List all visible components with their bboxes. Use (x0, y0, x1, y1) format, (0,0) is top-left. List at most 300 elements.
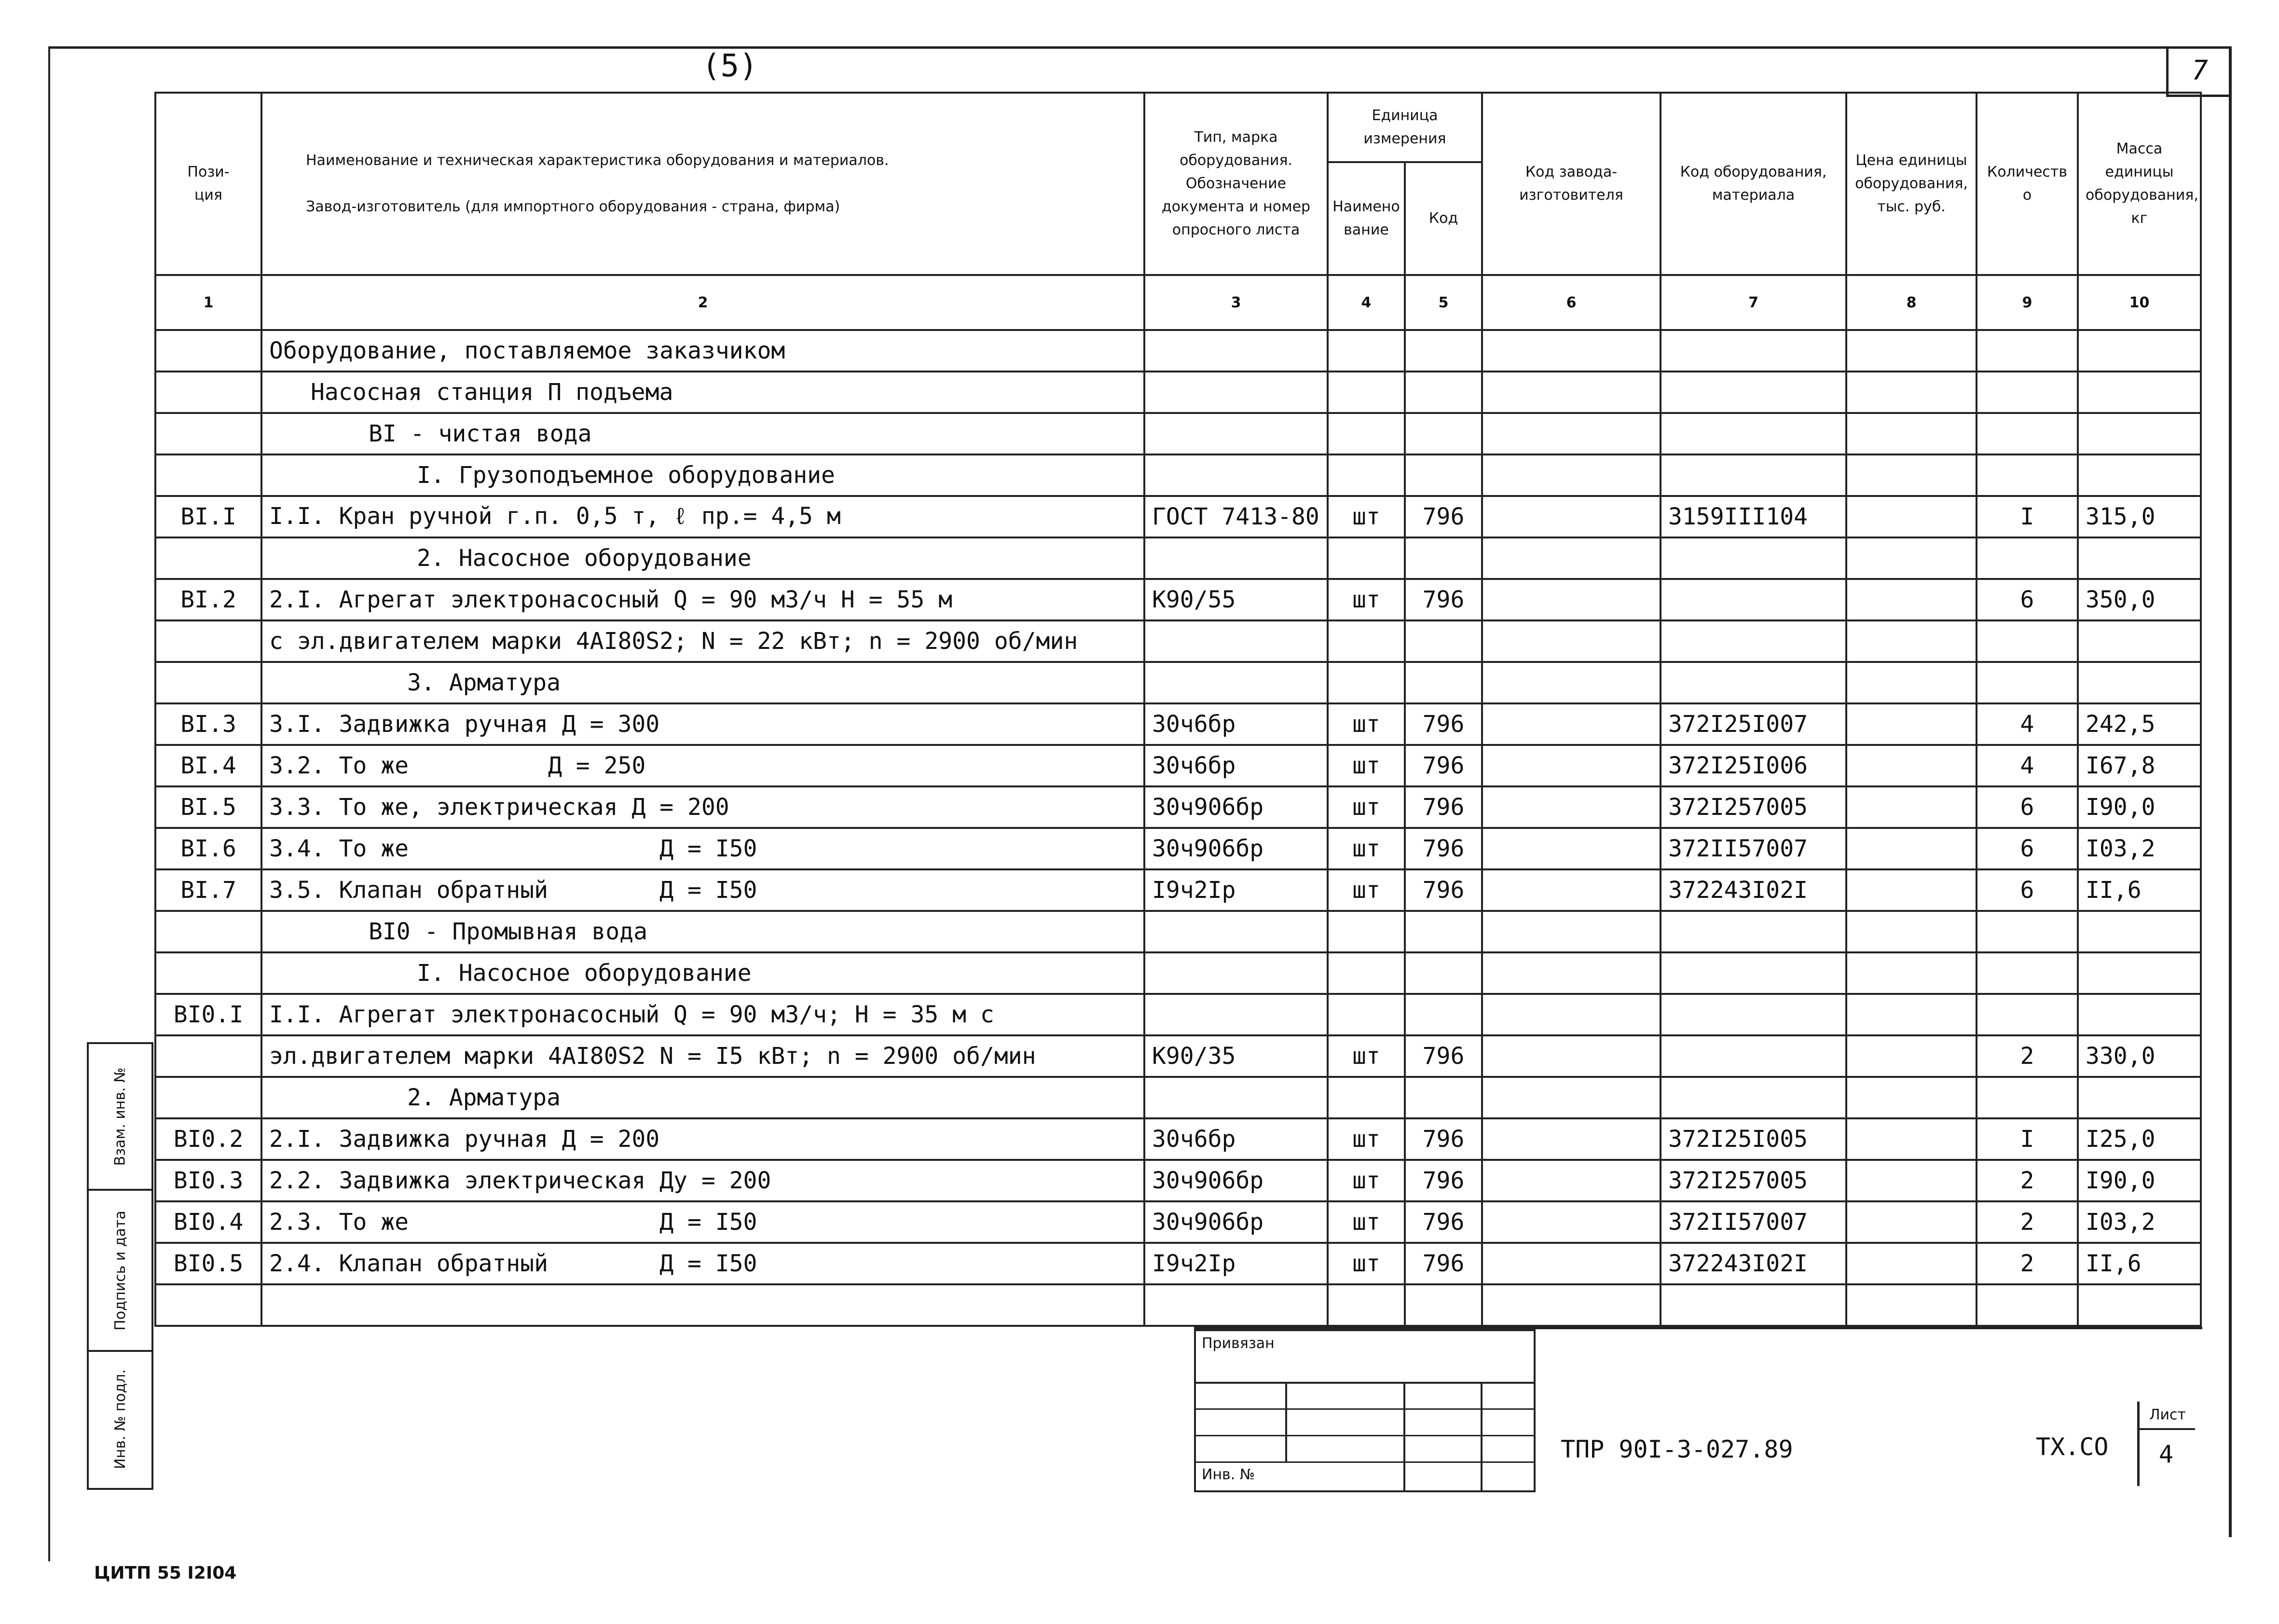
type-cell (1144, 662, 1328, 703)
equipment-code-cell (1661, 579, 1846, 620)
unit-code-cell: 796 (1405, 496, 1482, 537)
maker-code-cell (1482, 1077, 1661, 1118)
position-cell: BI0.2 (155, 1118, 261, 1160)
table-row (155, 1201, 2201, 1243)
maker-code-cell (1482, 1201, 1661, 1243)
maker-code-cell (1482, 786, 1661, 828)
equipment-code-cell: 372I25I005 (1661, 1118, 1846, 1160)
name-cell: 2. Насосное оборудование (261, 537, 1144, 579)
price-cell (1846, 496, 1977, 537)
maker-code-cell (1482, 1118, 1661, 1160)
maker-code-cell (1482, 952, 1661, 994)
mass-cell (2078, 911, 2201, 952)
type-cell: К90/55 (1144, 579, 1328, 620)
name-cell: I.I. Агрегат электронасосный Q = 90 м3/ч; H = 35 м с (261, 994, 1144, 1035)
price-cell (1846, 745, 1977, 786)
mass-cell (2078, 372, 2201, 413)
position-cell: BI0.3 (155, 1160, 261, 1201)
type-cell: 30ч906бр (1144, 1201, 1328, 1243)
position-cell (155, 1284, 261, 1326)
position-cell (155, 413, 261, 454)
quantity-cell: 2 (1977, 1160, 2078, 1201)
price-cell (1846, 579, 1977, 620)
type-cell (1144, 911, 1328, 952)
unit-code-cell (1405, 1284, 1482, 1326)
name-cell: I. Насосное оборудование (261, 952, 1144, 994)
quantity-cell: 2 (1977, 1243, 2078, 1284)
unit-code-cell: 796 (1405, 1035, 1482, 1077)
sheet-label: Лист (2149, 1406, 2186, 1423)
unit-name-cell: шт (1328, 1035, 1405, 1077)
unit-code-cell (1405, 330, 1482, 372)
maker-code-cell (1482, 703, 1661, 745)
table-row (155, 579, 2201, 620)
title-block (1194, 1327, 2202, 1488)
quantity-cell (1977, 454, 2078, 496)
specification-table (154, 92, 2202, 1327)
position-cell: BI.I (155, 496, 261, 537)
mass-cell: I03,2 (2078, 828, 2201, 869)
unit-name-cell (1328, 537, 1405, 579)
unit-name-cell (1328, 952, 1405, 994)
table-row (155, 454, 2201, 496)
table-row (155, 1077, 2201, 1118)
page-number: 7 (2166, 46, 2231, 97)
maker-code-cell (1482, 620, 1661, 662)
unit-code-cell: 796 (1405, 1243, 1482, 1284)
document-code: ТПР 90I-3-027.89 (1561, 1435, 1793, 1463)
name-cell: BI0 - Промывная вода (261, 911, 1144, 952)
type-cell (1144, 620, 1328, 662)
price-cell (1846, 828, 1977, 869)
price-cell (1846, 869, 1977, 911)
table-row (155, 952, 2201, 994)
price-cell (1846, 1201, 1977, 1243)
quantity-cell (1977, 994, 2078, 1035)
name-cell: Оборудование, поставляемое заказчиком (261, 330, 1144, 372)
name-cell: с эл.двигателем марки 4AI80S2; N = 22 кВт; n = 2900 об/мин (261, 620, 1144, 662)
equipment-code-cell: 372II57007 (1661, 1201, 1846, 1243)
unit-name-cell: шт (1328, 1118, 1405, 1160)
unit-code-cell: 796 (1405, 1160, 1482, 1201)
unit-code-cell: 796 (1405, 786, 1482, 828)
table-row (155, 372, 2201, 413)
position-cell (155, 372, 261, 413)
name-cell: 2. Арматура (261, 1077, 1144, 1118)
mass-cell (2078, 662, 2201, 703)
price-cell (1846, 413, 1977, 454)
mass-cell: 330,0 (2078, 1035, 2201, 1077)
unit-code-cell: 796 (1405, 745, 1482, 786)
equipment-code-cell (1661, 537, 1846, 579)
table-row (155, 1035, 2201, 1077)
type-cell (1144, 994, 1328, 1035)
quantity-cell (1977, 1284, 2078, 1326)
mass-cell (2078, 537, 2201, 579)
equipment-code-cell: 372II57007 (1661, 828, 1846, 869)
header-equipment-code: Код оборудования, материала (1661, 93, 1846, 275)
table-row (155, 1243, 2201, 1284)
maker-code-cell (1482, 869, 1661, 911)
unit-code-cell (1405, 620, 1482, 662)
quantity-cell (1977, 911, 2078, 952)
name-cell: 2.3. То же Д = I50 (261, 1201, 1144, 1243)
equipment-code-cell: 372I257005 (1661, 1160, 1846, 1201)
position-cell (155, 911, 261, 952)
mass-cell: II,6 (2078, 869, 2201, 911)
type-cell: 30ч6бр (1144, 1118, 1328, 1160)
unit-name-cell: шт (1328, 745, 1405, 786)
type-cell (1144, 1077, 1328, 1118)
header-maker-code: Код завода-изготовителя (1482, 93, 1661, 275)
quantity-cell: 6 (1977, 579, 2078, 620)
name-cell: 3. Арматура (261, 662, 1144, 703)
equipment-code-cell (1661, 413, 1846, 454)
column-number: 4 (1328, 275, 1405, 330)
header-unit-code: Код (1405, 162, 1482, 275)
header-name: Наименование и техническая характеристика оборудования и материалов. Завод-изготовитель (для импортного оборудования - страна, фирма) (261, 93, 1144, 275)
mass-cell: II,6 (2078, 1243, 2201, 1284)
name-cell: 3.4. То же Д = I50 (261, 828, 1144, 869)
price-cell (1846, 1243, 1977, 1284)
mass-cell (2078, 413, 2201, 454)
maker-code-cell (1482, 828, 1661, 869)
sheet-number: 4 (2159, 1440, 2174, 1468)
unit-code-cell (1405, 662, 1482, 703)
quantity-cell: 6 (1977, 869, 2078, 911)
mass-cell: I03,2 (2078, 1201, 2201, 1243)
position-cell: BI0.5 (155, 1243, 261, 1284)
name-cell (261, 1284, 1144, 1326)
name-cell: 3.2. То же Д = 250 (261, 745, 1144, 786)
mass-cell: 315,0 (2078, 496, 2201, 537)
type-cell (1144, 537, 1328, 579)
frame-top-border (48, 46, 2231, 49)
position-cell: BI0.I (155, 994, 261, 1035)
equipment-code-cell (1661, 1035, 1846, 1077)
table-row (155, 496, 2201, 537)
equipment-code-cell: 372I257005 (1661, 786, 1846, 828)
name-cell: эл.двигателем марки 4AI80S2 N = I5 кВт; n = 2900 об/мин (261, 1035, 1144, 1077)
unit-name-cell: шт (1328, 703, 1405, 745)
position-cell: BI.6 (155, 828, 261, 869)
sheet-code: ТХ.СО (2036, 1433, 2109, 1461)
price-cell (1846, 662, 1977, 703)
unit-name-cell (1328, 662, 1405, 703)
maker-code-cell (1482, 496, 1661, 537)
unit-code-cell: 796 (1405, 1201, 1482, 1243)
table-row (155, 620, 2201, 662)
column-number: 5 (1405, 275, 1482, 330)
side-stamp-replace-inv: Взам. инв. № (89, 1044, 151, 1191)
type-cell: I9ч2Iр (1144, 1243, 1328, 1284)
price-cell (1846, 994, 1977, 1035)
column-number: 6 (1482, 275, 1661, 330)
equipment-code-cell (1661, 662, 1846, 703)
price-cell (1846, 952, 1977, 994)
quantity-cell: I (1977, 1118, 2078, 1160)
price-cell (1846, 330, 1977, 372)
mass-cell (2078, 1077, 2201, 1118)
equipment-code-cell (1661, 454, 1846, 496)
unit-name-cell (1328, 413, 1405, 454)
unit-code-cell (1405, 413, 1482, 454)
unit-name-cell: шт (1328, 1160, 1405, 1201)
price-cell (1846, 620, 1977, 662)
mass-cell (2078, 454, 2201, 496)
name-cell: 2.4. Клапан обратный Д = I50 (261, 1243, 1144, 1284)
table-row (155, 911, 2201, 952)
mass-cell (2078, 620, 2201, 662)
table-row (155, 828, 2201, 869)
maker-code-cell (1482, 1035, 1661, 1077)
name-cell: Насосная станция П подъема (261, 372, 1144, 413)
unit-code-cell: 796 (1405, 1118, 1482, 1160)
price-cell (1846, 786, 1977, 828)
quantity-cell: 6 (1977, 828, 2078, 869)
unit-code-cell (1405, 454, 1482, 496)
mass-cell: I67,8 (2078, 745, 2201, 786)
quantity-cell: 4 (1977, 745, 2078, 786)
maker-code-cell (1482, 1284, 1661, 1326)
position-cell (155, 952, 261, 994)
type-cell: ГОСТ 7413-80 (1144, 496, 1328, 537)
header-quantity: Количество (1977, 93, 2078, 275)
maker-code-cell (1482, 372, 1661, 413)
equipment-code-cell (1661, 994, 1846, 1035)
equipment-code-cell: 372243I02I (1661, 1243, 1846, 1284)
maker-code-cell (1482, 579, 1661, 620)
table-row (155, 330, 2201, 372)
name-cell: 3.5. Клапан обратный Д = I50 (261, 869, 1144, 911)
quantity-cell: 4 (1977, 703, 2078, 745)
binding-label: Привязан (1202, 1335, 1275, 1352)
frame-right-border (2229, 46, 2232, 1537)
name-cell: 2.I. Задвижка ручная Д = 200 (261, 1118, 1144, 1160)
unit-name-cell (1328, 1077, 1405, 1118)
table-row (155, 413, 2201, 454)
unit-code-cell: 796 (1405, 869, 1482, 911)
unit-name-cell (1328, 620, 1405, 662)
maker-code-cell (1482, 1160, 1661, 1201)
unit-name-cell: шт (1328, 786, 1405, 828)
mass-cell (2078, 330, 2201, 372)
header-position: Пози- ция (155, 93, 261, 275)
quantity-cell: 2 (1977, 1035, 2078, 1077)
maker-code-cell (1482, 745, 1661, 786)
equipment-code-cell (1661, 952, 1846, 994)
unit-code-cell: 796 (1405, 579, 1482, 620)
table-row (155, 869, 2201, 911)
type-cell (1144, 952, 1328, 994)
side-stamp-original-inv: Инв. № подл. (111, 1369, 129, 1469)
unit-code-cell: 796 (1405, 703, 1482, 745)
mass-cell (2078, 1284, 2201, 1326)
name-cell: I. Грузоподъемное оборудование (261, 454, 1144, 496)
position-cell (155, 454, 261, 496)
maker-code-cell (1482, 537, 1661, 579)
column-number: 7 (1661, 275, 1846, 330)
mass-cell: I90,0 (2078, 786, 2201, 828)
price-cell (1846, 911, 1977, 952)
quantity-cell (1977, 537, 2078, 579)
table-row (155, 786, 2201, 828)
unit-code-cell (1405, 994, 1482, 1035)
position-cell (155, 537, 261, 579)
unit-name-cell (1328, 330, 1405, 372)
column-number: 8 (1846, 275, 1977, 330)
quantity-cell (1977, 1077, 2078, 1118)
inventory-number-label: Инв. № (1202, 1466, 1255, 1483)
maker-code-cell (1482, 454, 1661, 496)
equipment-code-cell (1661, 330, 1846, 372)
unit-name-cell (1328, 1284, 1405, 1326)
unit-name-cell: шт (1328, 869, 1405, 911)
price-cell (1846, 372, 1977, 413)
unit-code-cell (1405, 952, 1482, 994)
name-cell: 3.I. Задвижка ручная Д = 300 (261, 703, 1144, 745)
type-cell: I9ч2Iр (1144, 869, 1328, 911)
price-cell (1846, 1077, 1977, 1118)
sheet-mark: (5) (702, 48, 758, 84)
maker-code-cell (1482, 330, 1661, 372)
mass-cell: 350,0 (2078, 579, 2201, 620)
table-row (155, 703, 2201, 745)
mass-cell (2078, 952, 2201, 994)
print-stamp: ЦИТП 55 I2I04 (94, 1563, 237, 1583)
column-number: 9 (1977, 275, 2078, 330)
position-cell: BI.3 (155, 703, 261, 745)
maker-code-cell (1482, 413, 1661, 454)
quantity-cell: 2 (1977, 1201, 2078, 1243)
equipment-code-cell (1661, 911, 1846, 952)
maker-code-cell (1482, 1243, 1661, 1284)
table-row (155, 1160, 2201, 1201)
equipment-code-cell: 372I25I006 (1661, 745, 1846, 786)
name-cell: BI - чистая вода (261, 413, 1144, 454)
column-number: 3 (1144, 275, 1328, 330)
equipment-code-cell (1661, 1284, 1846, 1326)
equipment-code-cell (1661, 1077, 1846, 1118)
table-row (155, 745, 2201, 786)
price-cell (1846, 1160, 1977, 1201)
type-cell (1144, 454, 1328, 496)
unit-name-cell (1328, 911, 1405, 952)
name-cell: 3.3. То же, электрическая Д = 200 (261, 786, 1144, 828)
position-cell (155, 662, 261, 703)
table-row (155, 537, 2201, 579)
position-cell (155, 1035, 261, 1077)
mass-cell: 242,5 (2078, 703, 2201, 745)
type-cell: 30ч6бр (1144, 745, 1328, 786)
position-cell (155, 1077, 261, 1118)
binding-stamp (1194, 1329, 1536, 1492)
type-cell: 30ч6бр (1144, 703, 1328, 745)
unit-code-cell (1405, 537, 1482, 579)
mass-cell: I90,0 (2078, 1160, 2201, 1201)
type-cell (1144, 1284, 1328, 1326)
position-cell (155, 620, 261, 662)
unit-code-cell (1405, 911, 1482, 952)
type-cell: 30ч906бр (1144, 786, 1328, 828)
mass-cell: I25,0 (2078, 1118, 2201, 1160)
quantity-cell (1977, 952, 2078, 994)
column-number: 2 (261, 275, 1144, 330)
equipment-code-cell (1661, 620, 1846, 662)
unit-name-cell: шт (1328, 1243, 1405, 1284)
price-cell (1846, 1118, 1977, 1160)
header-mass: Масса единицы оборудования, кг (2078, 93, 2201, 275)
price-cell (1846, 1284, 1977, 1326)
position-cell: BI.7 (155, 869, 261, 911)
maker-code-cell (1482, 994, 1661, 1035)
header-unit-name: Наименование (1328, 162, 1405, 275)
table-row (155, 994, 2201, 1035)
unit-code-cell (1405, 1077, 1482, 1118)
column-number: 1 (155, 275, 261, 330)
type-cell (1144, 413, 1328, 454)
side-stamp (87, 1042, 153, 1490)
frame-left-border (48, 46, 50, 1561)
type-cell: 30ч906бр (1144, 828, 1328, 869)
type-cell: К90/35 (1144, 1035, 1328, 1077)
maker-code-cell (1482, 662, 1661, 703)
quantity-cell (1977, 413, 2078, 454)
unit-name-cell (1328, 454, 1405, 496)
type-cell (1144, 372, 1328, 413)
table-row (155, 1284, 2201, 1326)
quantity-cell (1977, 372, 2078, 413)
position-cell (155, 330, 261, 372)
header-price: Цена единицы оборудования, тыс. руб. (1846, 93, 1977, 275)
position-cell: BI.4 (155, 745, 261, 786)
type-cell: 30ч906бр (1144, 1160, 1328, 1201)
quantity-cell (1977, 330, 2078, 372)
quantity-cell (1977, 662, 2078, 703)
name-cell: I.I. Кран ручной г.п. 0,5 т, ℓ пр.= 4,5 м (261, 496, 1144, 537)
position-cell: BI.2 (155, 579, 261, 620)
position-cell: BI0.4 (155, 1201, 261, 1243)
equipment-code-cell: 372243I02I (1661, 869, 1846, 911)
price-cell (1846, 537, 1977, 579)
table-row (155, 1118, 2201, 1160)
sheet-number-box (2137, 1402, 2195, 1486)
unit-code-cell (1405, 372, 1482, 413)
mass-cell (2078, 994, 2201, 1035)
unit-code-cell: 796 (1405, 828, 1482, 869)
header-unit: Единица измерения (1328, 93, 1482, 162)
unit-name-cell (1328, 994, 1405, 1035)
quantity-cell: I (1977, 496, 2078, 537)
price-cell (1846, 1035, 1977, 1077)
name-cell: 2.I. Агрегат электронасосный Q = 90 м3/ч H = 55 м (261, 579, 1144, 620)
type-cell (1144, 330, 1328, 372)
unit-name-cell: шт (1328, 1201, 1405, 1243)
column-number: 10 (2078, 275, 2201, 330)
price-cell (1846, 703, 1977, 745)
unit-name-cell (1328, 372, 1405, 413)
unit-name-cell: шт (1328, 579, 1405, 620)
table-row (155, 662, 2201, 703)
price-cell (1846, 454, 1977, 496)
maker-code-cell (1482, 911, 1661, 952)
equipment-code-cell: 3159III104 (1661, 496, 1846, 537)
unit-name-cell: шт (1328, 828, 1405, 869)
equipment-code-cell (1661, 372, 1846, 413)
header-type: Тип, марка оборудования. Обозначение документа и номер опросного листа (1144, 93, 1328, 275)
name-cell: 2.2. Задвижка электрическая Ду = 200 (261, 1160, 1144, 1201)
position-cell: BI.5 (155, 786, 261, 828)
